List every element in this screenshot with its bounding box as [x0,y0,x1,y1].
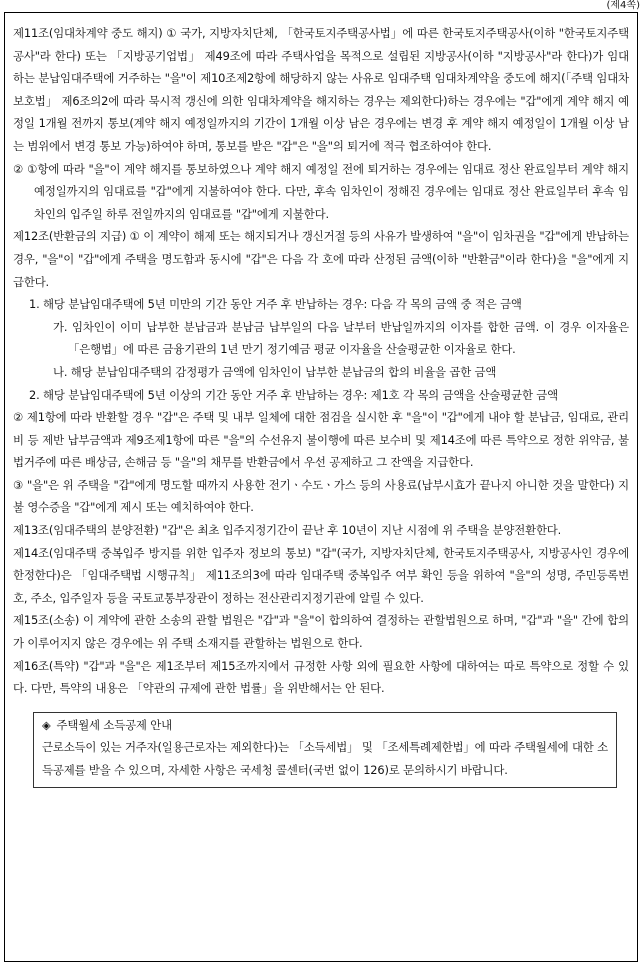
article-12-paragraph-1: 제12조(반환금의 지급) ① 이 계약이 해제 또는 해지되거나 갱신거절 등의 사유가 발생하여 "을"이 임차권을 "갑"에게 반납하는 경우, "을"이 "갑"에게 주택을 명도함과 동시에 "갑"은 다음 각 호에 따라 산정된 금액(이하 "반환금"이라 한다)을 "을"에게 지급한다. [13,229,629,289]
article-12-item-2: 2. 해당 분납임대주택에 5년 이상의 기간 동안 거주 후 반납하는 경우: 제1호 각 목의 금액을 산술평균한 금액 [29,387,558,402]
article-13: 제13조(임대주택의 분양전환) "갑"은 최초 입주지정기간이 끝난 후 10년이 지난 시점에 위 주택을 분양전환한다. [13,523,562,538]
notice-body: 근로소득이 있는 거주자(일용근로자는 제외한다)는 「소득세법」 및 「조세특례제한법」에 따라 주택월세에 대한 소득공제를 받을 수 있으며, 자세한 사항은 국세청 콜센터(국번 없이 126)로 문의하시기 바랍니다. [42,740,608,777]
article-12-item-1-sub-ga: 가. 임차인이 이미 납부한 분납금과 분납금 납부일의 다음 날부터 반납일까지의 이자를 합한 금액. 이 경우 이자율은 「은행법」에 따른 금융기관의 1년 만기 정기예금 평균 이자율을 산술평균한 이자율로 한다. [53,319,629,357]
diamond-bullet-icon: ◈ [42,717,51,732]
article-11-paragraph-2: ② ①항에 따라 "을"이 계약 해지를 통보하였으나 계약 해지 예정일 전에 퇴거하는 경우에는 임대료 정산 완료일부터 계약 해지 예정일까지의 임대료를 "갑"에게 지불하여야 한다. 다만, 후속 임차인이 정해진 경우에는 임대료 정산 완료일부터 후속 임차인의 입주일 하루 전일까지의 임대료를 "갑"에게 지불한다. [13,161,629,221]
notice-title-line [42,714,608,737]
page-number-label: (제4쪽) [606,0,640,11]
article-12-paragraph-2: ② 제1항에 따라 반환할 경우 "갑"은 주택 및 내부 일체에 대한 점검을 실시한 후 "을"이 "갑"에게 내야 할 분납금, 임대료, 관리비 등 제반 납부금액과 제9조제1항에 따른 "을"의 수선유지 불이행에 따른 보수비 및 제14조에 따른 특약으로 정한 위약금, 불법거주에 따른 배상금, 손해금 등 "을"의 채무를 반환금에서 우선 공제하고 그 잔액을 지급한다. [13,410,629,470]
article-15: 제15조(소송) 이 계약에 관한 소송의 관할 법원은 "갑"과 "을"이 합의하여 결정하는 관할법원으로 하며, "갑"과 "을" 간에 합의가 이루어지지 않은 경우에는 위 주택 소재지를 관할하는 법원으로 한다. [13,613,629,651]
article-12-item-1: 1. 해당 분납임대주택에 5년 미만의 기간 동안 거주 후 반납하는 경우: 다음 각 목의 금액 중 적은 금액 [29,297,522,312]
article-16: 제16조(특약) "갑"과 "을"은 제1조부터 제15조까지에서 규정한 사항 외에 필요한 사항에 대하여는 따로 특약으로 정할 수 있다. 다만, 특약의 내용은 「약관의 규제에 관한 법률」을 위반해서는 안 된다. [13,658,629,696]
notice-title: 주택월세 소득공제 안내 [56,717,172,732]
article-11-paragraph-1: 제11조(임대차계약 중도 해지) ① 국가, 지방자치단체, 「한국토지주택공사법」에 따른 한국토지주택공사(이하 "한국토지주택공사"라 한다) 또는 「지방공기업법」 제49조에 따라 주택사업을 목적으로 설립된 지방공사(이하 "지방공사"라 한다)가 임대하는 분납임대주택에 거주하는 "을"이 제10조제2항에 해당하지 않는 사유로 임대주택 임대차계약을 중도에 해지(「주택 임대차보호법」 제6조의2에 따라 묵시적 갱신에 의한 임대차계약을 해지하는 경우는 제외한다)하는 경우에는 "갑"에게 계약 해지 예정일 1개월 전까지 통보(계약 해지 예정일까지의 기간이 1개월 이상 남은 경우에는 변경 후 계약 해지 예정일이 1개월 이상 남는 범위에서 변경 통보 가능)하여야 하며, 통보를 받은 "갑"은 "을"의 퇴거에 적극 협조하여야 한다. [13,26,629,153]
document-body [13,22,629,788]
notice-box [33,712,617,788]
article-12-paragraph-3: ③ "을"은 위 주택을 "갑"에게 명도할 때까지 사용한 전기ㆍ수도ㆍ가스 등의 사용료(납부시효가 끝나지 아니한 것을 말한다) 지불 영수증을 "갑"에게 제시 또는 예치하여야 한다. [13,477,629,515]
article-14: 제14조(임대주택 중복입주 방지를 위한 입주자 정보의 통보) "갑"(국가, 지방자치단체, 한국토지주택공사, 지방공사인 경우에 한정한다)은 「임대주택법 시행규칙」 제11조의3에 따라 임대주택 중복입주 여부 확인 등을 위하여 "을"의 성명, 주민등록번호, 주소, 입주일자 등을 국토교통부장관이 정하는 전산관리지정기관에 알릴 수 있다. [13,545,629,605]
article-12-item-1-sub-na: 나. 해당 분납임대주택의 감정평가 금액에 임차인이 납부한 분납금의 합의 비율을 곱한 금액 [53,364,497,379]
document-frame [4,12,638,962]
